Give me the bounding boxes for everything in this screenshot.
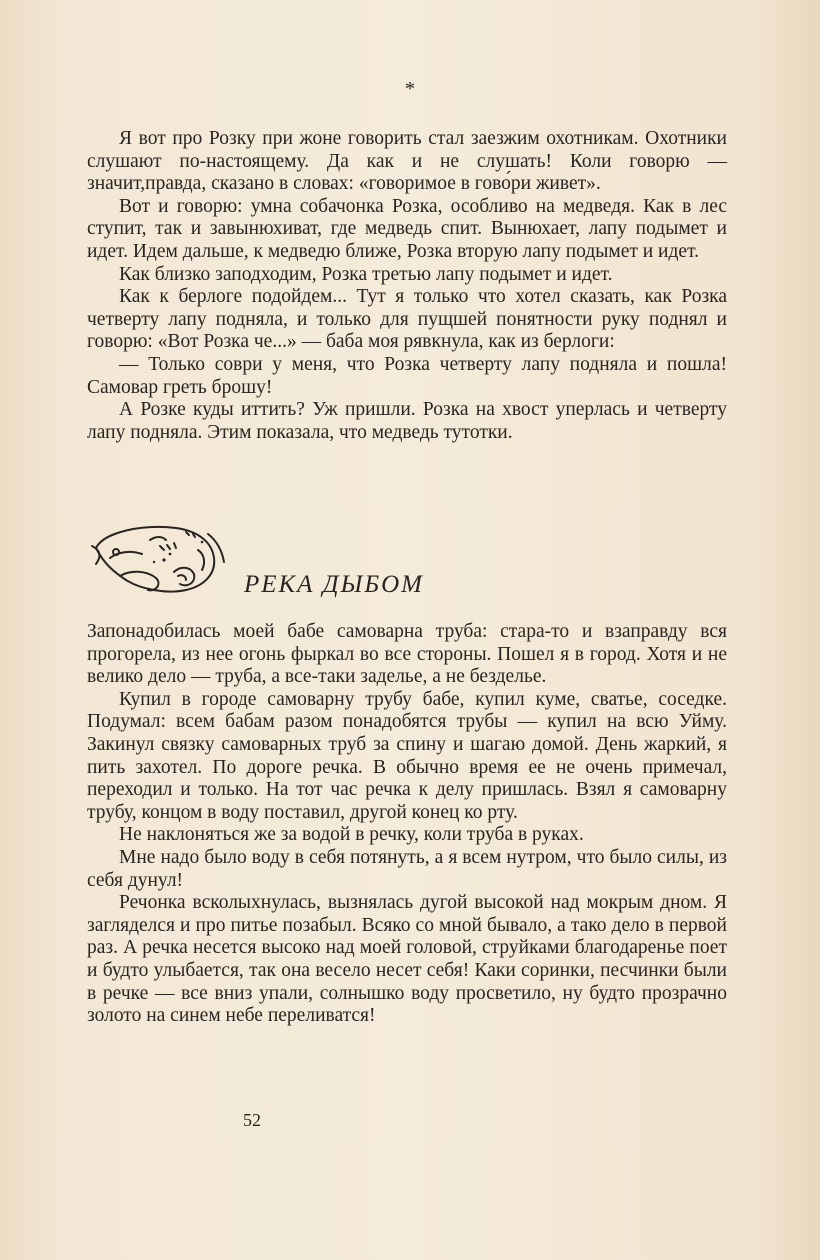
paragraph: Я вот про Розку при жоне говорить стал заезжим охотникам. Охотники слушают по-настоящему. Да как и не слушать! Коли говорю — значит,правда, сказано в словах: «говоримое в гово́ри живет». [87,128,727,195]
story-text-rozka [87,128,727,444]
paragraph: Вот и говорю: умна собачонка Розка, особливо на медведя. Как в лес ступит, так и завынюхиват, где медведь спит. Вынюхает, лапу подымет и идет. Идем дальше, к медведю ближе, Розка вторую лапу подымет и идет. [87,195,727,262]
chapter-heading [90,520,730,610]
paragraph: Купил в городе самоварну трубу бабе, купил куме, сватье, соседке. Подумал: всем бабам разом понадобятся трубы — купил на всю Уйму. Закинул связку самоварных труб за спину и шагаю домой. День жаркий, я пить захотел. По дороге речка. В обычно время ее не очень примечал, переходил и только. На тот час речка к делу пришлась. Взял я самоварну трубу, концом в воду поставил, другой конец ко рту. [87,688,727,823]
fish-ornament-icon [90,520,230,600]
page-number: 52 [243,1110,261,1130]
story-text-reka [87,621,727,1028]
paragraph: Запонадобилась моей бабе самоварна труба: стара-то и взаправду вся прогорела, из нее огонь фыркал во все стороны. Пошел я в город. Хотя и не велико дело — труба, а все-таки заделье, а не безделье. [87,621,727,688]
paragraph: — Только соври у меня, что Розка четверту лапу подняла и пошла! Самовар греть брошу! [87,353,727,398]
paragraph: Речонка всколыхнулась, вызнялась дугой высокой над мокрым дном. Я загляделся и про питье позабыл. Всяко со мной бывало, а тако дело в первой раз. А речка несется высоко над моей головой, струйками благодаренье поет и будто улыбается, так она весело несет себя! Каки соринки, песчинки были в речке — все вниз упали, солнышко воду просветило, ну будто прозрачно золото на синем небе переливатся! [87,892,727,1027]
section-separator: * [405,78,415,100]
paragraph: Не наклоняться же за водой в речку, коли труба в руках. [119,824,584,846]
chapter-title: РЕКА ДЫБОМ [244,571,424,598]
paragraph: Мне надо было воду в себя потянуть, а я всем нутром, что было силы, из себя дунул! [87,846,727,891]
paragraph: А Розке куды иттить? Уж пришли. Розка на хвост уперлась и четверту лапу подняла. Этим показала, что медведь тутотки. [87,399,727,443]
paragraph: Как близко заподходим, Розка третью лапу подымет и идет. [119,263,613,285]
paragraph: Как к берлоге подойдем... Тут я только что хотел сказать, как Розка четверту лапу подняла, и только для пущшей понятности руку поднял и говорю: «Вот Розка че...» — баба моя рявкнула, как из берлоги: [87,286,727,353]
